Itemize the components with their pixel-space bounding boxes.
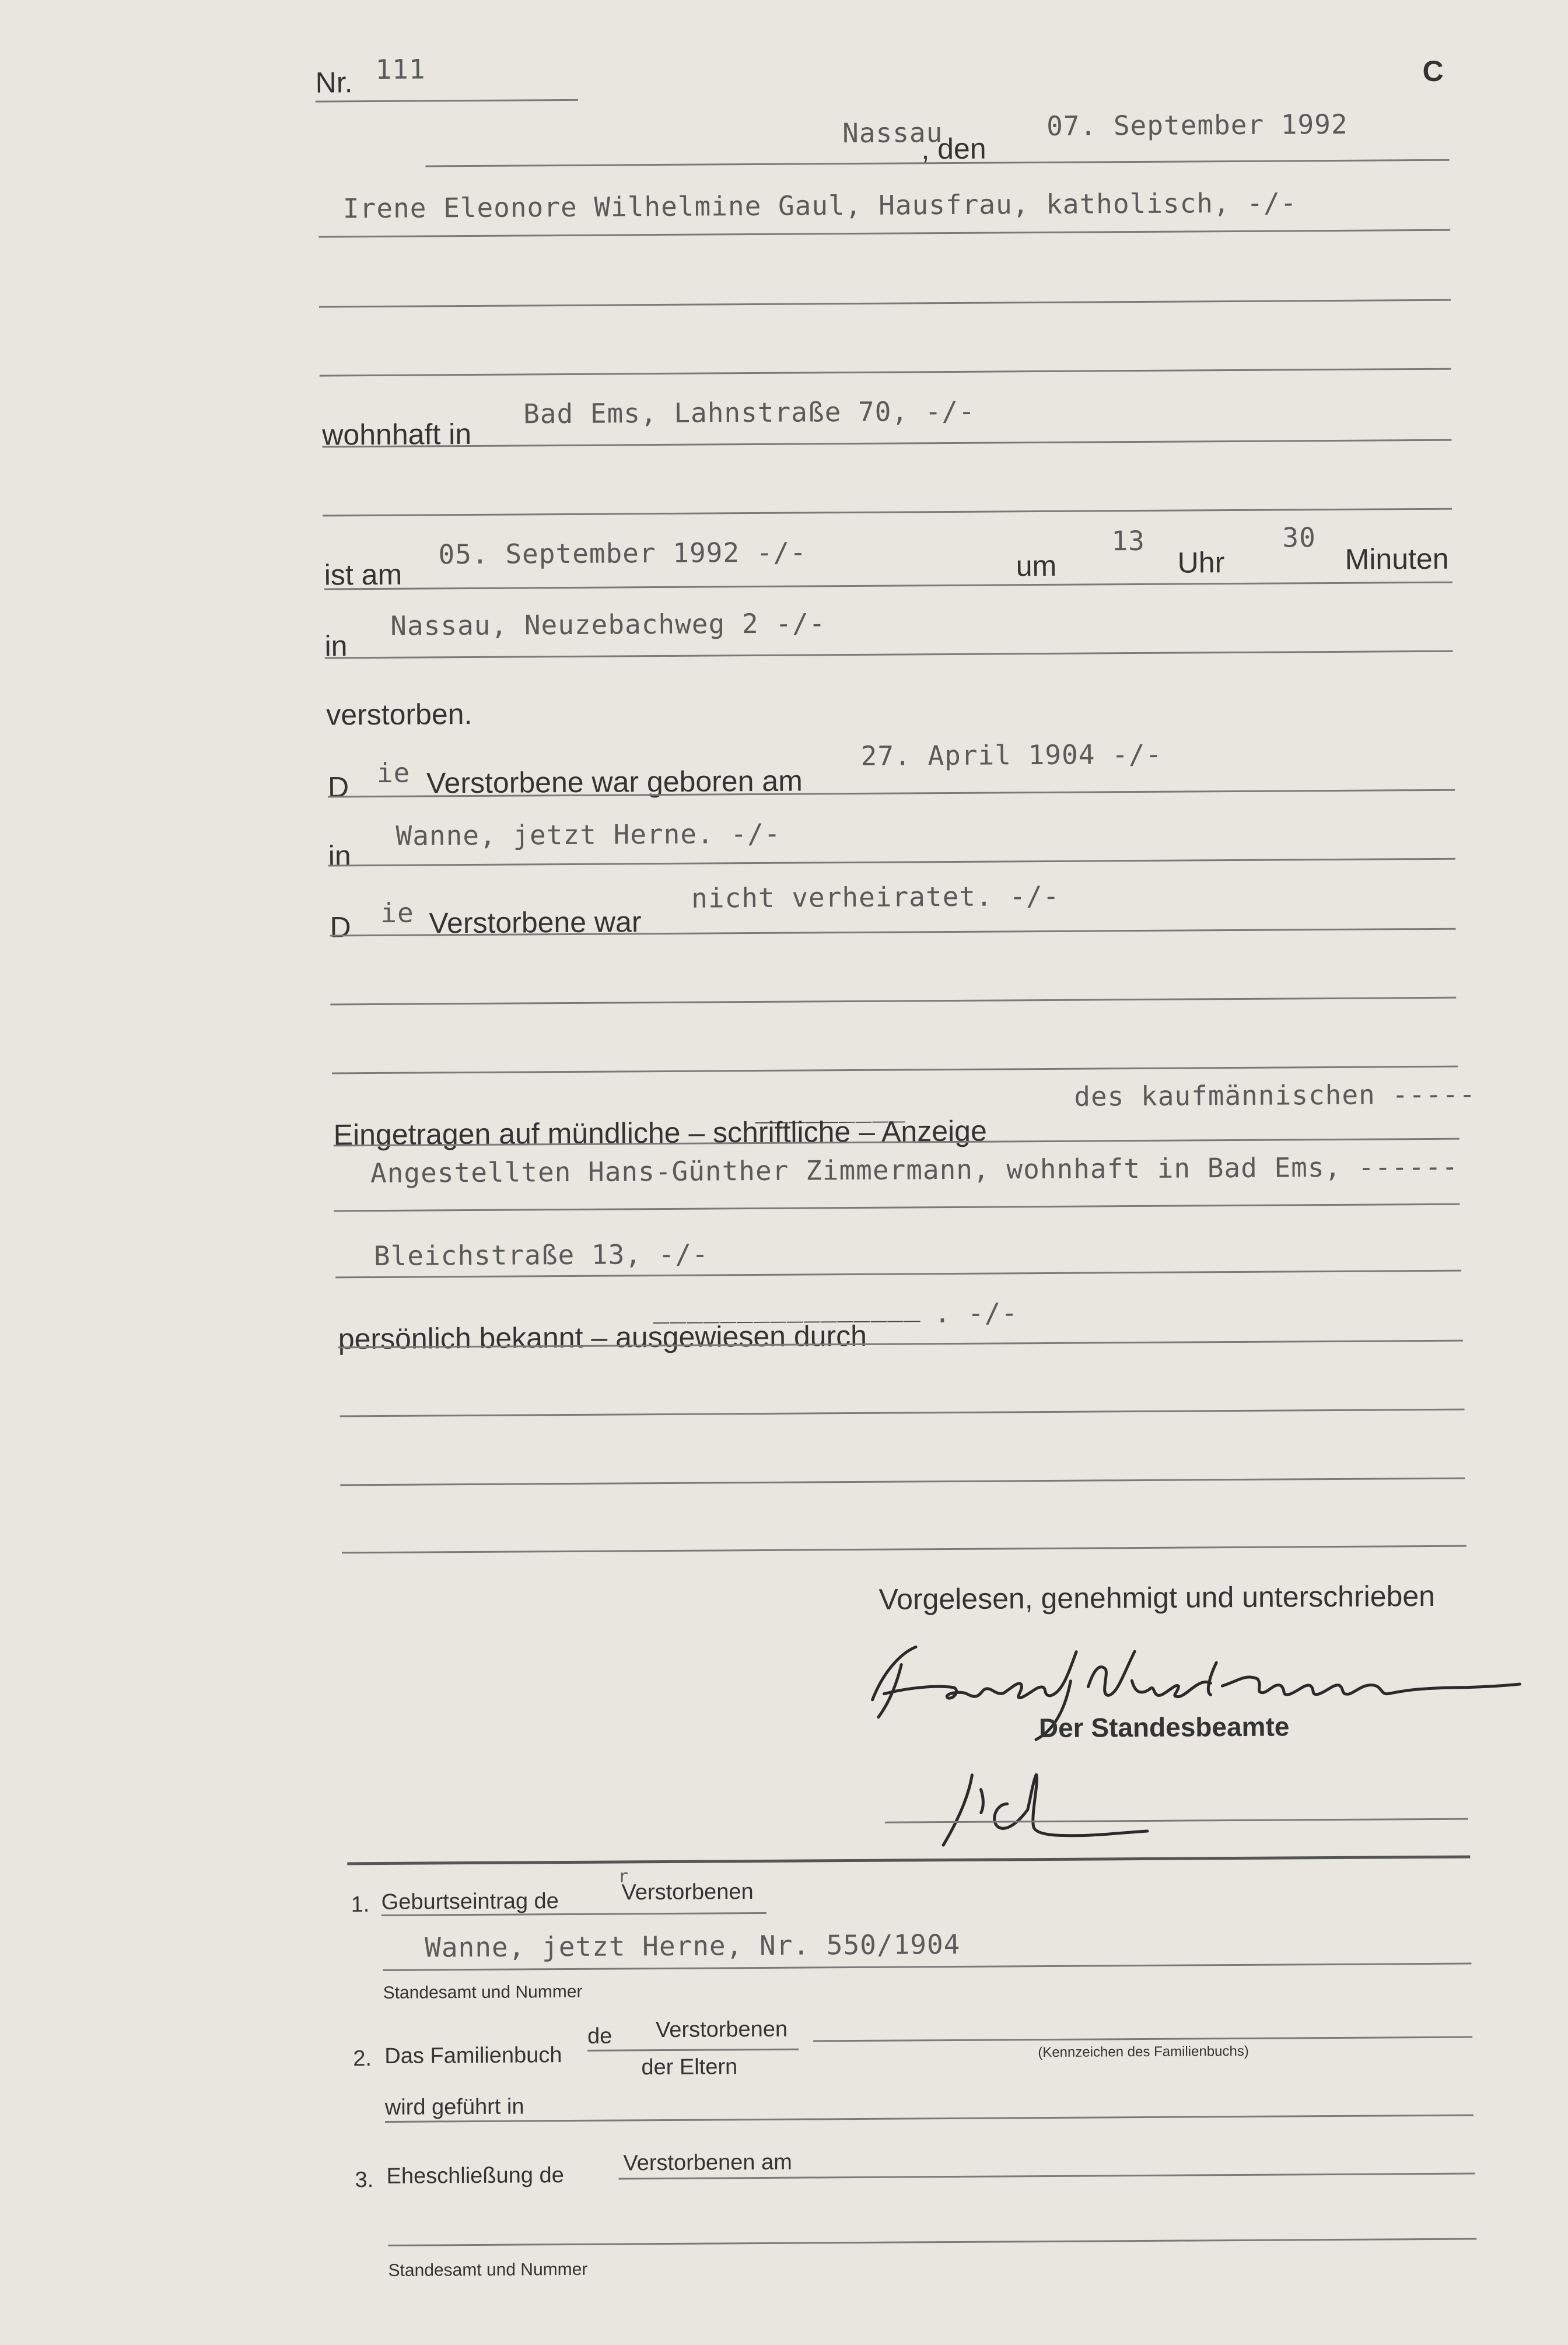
death-place-underline	[325, 650, 1453, 659]
death-in-label: in	[324, 629, 348, 663]
nr-label: Nr.	[315, 66, 353, 99]
footnote1-caption: Standesamt und Nummer	[383, 1982, 583, 2003]
name-underline	[318, 229, 1450, 238]
registration-line2: Angestellten Hans-Günther Zimmermann, wohnhaft in Bad Ems, ------	[370, 1150, 1459, 1189]
verstorben-label: verstorben.	[326, 697, 473, 732]
footnote1-label: Geburtseintrag de	[381, 1889, 559, 1915]
blank-line-7	[340, 1478, 1465, 1486]
death-place: Nassau, Neuzebachweg 2 -/-	[390, 607, 826, 642]
registration-line3-underline	[335, 1270, 1461, 1279]
identity-value: . -/-	[934, 1297, 1019, 1329]
registration-strike: _________	[755, 1091, 906, 1124]
official-signature	[925, 1756, 1188, 1863]
footnote2-kennzeichen-line	[813, 2036, 1472, 2042]
uhr-label: Uhr	[1177, 546, 1225, 579]
blank-line-3	[323, 508, 1452, 517]
death-hour: 13	[1111, 524, 1146, 557]
registration-line3: Bleichstraße 13, -/-	[373, 1238, 709, 1272]
footnote2-de: de	[587, 2024, 612, 2049]
death-date: 05. September 1992 -/-	[438, 536, 807, 570]
identity-label: persönlich bekannt – ausgewiesen durch	[338, 1319, 867, 1356]
um-label: um	[1016, 549, 1057, 583]
footnote3-label: Eheschließung de	[386, 2163, 564, 2189]
death-minutes: 30	[1282, 522, 1316, 554]
footnote1-number: 1.	[351, 1892, 370, 1917]
ist-am-label: ist am	[324, 558, 402, 592]
corner-letter: C	[1422, 54, 1444, 88]
footnote3-value: Verstorbenen am	[623, 2150, 792, 2176]
footnote3-number: 3.	[355, 2168, 374, 2193]
blank-line-2	[320, 368, 1451, 377]
footnote1-entry-underline	[383, 1963, 1471, 1971]
blank-line-5	[332, 1066, 1458, 1074]
person-name-line: Irene Eleonore Wilhelmine Gaul, Hausfrau, katholisch, -/-	[342, 187, 1297, 225]
birth-in-label: in	[328, 839, 351, 873]
birth-place-underline	[328, 858, 1455, 867]
registration-line1: des kaufmännischen -----	[1074, 1078, 1476, 1112]
birth-place: Wanne, jetzt Herne. -/-	[396, 817, 781, 852]
residence-value: Bad Ems, Lahnstraße 70, -/-	[523, 395, 976, 430]
birth-ie-suffix: ie	[376, 757, 411, 789]
marital-value: nicht verheiratet. -/-	[691, 880, 1060, 914]
blank-line-4	[330, 997, 1456, 1006]
date-value: 07. September 1992	[1046, 108, 1348, 142]
registration-label: Eingetragen auf mündliche – schriftliche – Anzeige	[333, 1114, 987, 1152]
official-label: Der Standesbeamte	[1038, 1711, 1290, 1744]
footnote2-option1: Verstorbenen	[655, 2017, 788, 2043]
den-label: , den	[921, 132, 986, 166]
birth-label: Verstorbene war geboren am	[426, 764, 803, 800]
footnote2-option2: der Eltern	[641, 2054, 738, 2080]
footnote3-entry-underline	[388, 2238, 1476, 2246]
place-value: Nassau	[842, 117, 943, 149]
identity-strike: ________________	[653, 1290, 921, 1324]
nr-underline	[316, 99, 578, 103]
footnote2-wird-underline	[385, 2115, 1474, 2123]
footnotes-separator	[347, 1856, 1470, 1866]
nr-value: 111	[375, 53, 426, 85]
marital-ie-suffix: ie	[380, 897, 414, 929]
footnote2-kennzeichen: (Kennzeichen des Familienbuchs)	[1038, 2043, 1249, 2061]
birth-d-letter: D	[327, 771, 349, 804]
footnote2-fraction-line	[587, 2049, 799, 2052]
blank-line-8	[342, 1545, 1466, 1554]
residence-underline	[322, 439, 1451, 448]
footnote2-label: Das Familienbuch	[384, 2043, 562, 2068]
footnote3-caption: Standesamt und Nummer	[388, 2259, 588, 2280]
blank-line-1	[319, 299, 1451, 308]
marital-d-letter: D	[330, 911, 351, 944]
read-approved-label: Vorgelesen, genehmigt und unterschrieben	[878, 1579, 1436, 1616]
footnote1-value: Verstorbenen	[621, 1880, 754, 1905]
wohnhaft-label: wohnhaft in	[322, 417, 472, 452]
footnote1-r: r	[618, 1866, 629, 1887]
blank-line-6	[340, 1409, 1465, 1418]
footnote2-number: 2.	[353, 2046, 372, 2071]
footnote2-wird: wird geführt in	[384, 2094, 524, 2120]
marital-label: Verstorbene war	[429, 905, 642, 940]
registration-line2-underline	[334, 1203, 1460, 1212]
minuten-label: Minuten	[1345, 542, 1449, 576]
death-date-underline	[324, 582, 1452, 590]
birth-date: 27. April 1904 -/-	[860, 738, 1163, 772]
footnote1-entry: Wanne, jetzt Herne, Nr. 550/1904	[425, 1928, 961, 1964]
